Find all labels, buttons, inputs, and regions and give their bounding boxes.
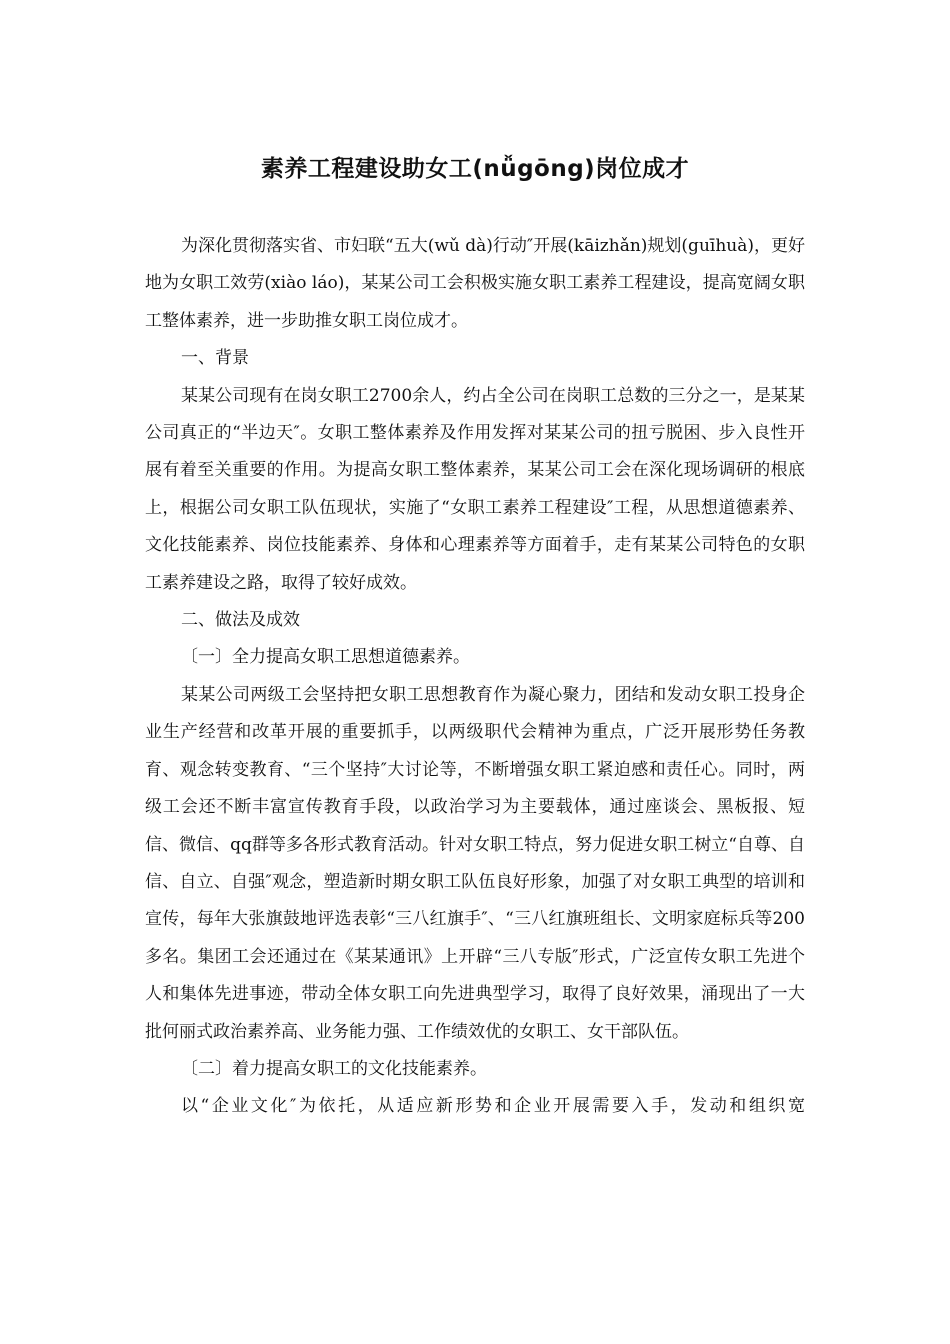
section-heading-methods: 二、做法及成效	[181, 610, 300, 631]
section-heading-background: 一、背景	[181, 348, 249, 369]
subsection-heading-2: 〔二〕着力提高女职工的文化技能素养。	[181, 1058, 487, 1079]
document-body	[145, 228, 805, 1126]
subsection-heading-1: 〔一〕全力提高女职工思想道德素养。	[181, 647, 470, 668]
document-title: 素养工程建设助女工(nǚgōng)岗位成才	[260, 156, 690, 182]
subsection-2-paragraph: 以“企业文化″为依托，从适应新形势和企业开展需要入手，发动和组织宽	[181, 1096, 805, 1117]
intro-paragraph: 为深化贯彻落实省、市妇联“五大(wǔ dà)行动″开展(kāizhǎn)规划(guīhuà)，更好地为女职工效劳(xiào láo)，某某公司工会积极实施女职工素养工程建设，提高宽阔女职工整体素养，进一步助推女职工岗位成才。	[145, 236, 805, 331]
subsection-1-paragraph: 某某公司两级工会坚持把女职工思想教育作为凝心聚力，团结和发动女职工投身企业生产经营和改革开展的重要抓手，以两级职代会精神为重点，广泛开展形势任务教育、观念转变教育、“三个坚持″大讨论等，不断增强女职工紧迫感和责任心。同时，两级工会还不断丰富宣传教育手段，以政治学习为主要载体，通过座谈会、黑板报、短信、微信、qq群等多各形式教育活动。针对女职工特点，努力促进女职工树立“自尊、自信、自立、自强″观念，塑造新时期女职工队伍良好形象，加强了对女职工典型的培训和宣传，每年大张旗鼓地评选表彰“三八红旗手″、“三八红旗班组长、文明家庭标兵等200多名。集团工会还通过在《某某通讯》上开辟“三八专版″形式，广泛宣传女职工先进个人和集体先进事迹，带动全体女职工向先进典型学习，取得了良好效果，涌现出了一大批何丽式政治素养高、业务能力强、工作绩效优的女职工、女干部队伍。	[145, 684, 805, 1042]
background-paragraph: 某某公司现有在岗女职工2700余人，约占全公司在岗职工总数的三分之一，是某某公司真正的“半边天″。女职工整体素养及作用发挥对某某公司的扭亏脱困、步入良性开展有着至关重要的作用。为提高女职工整体素养，某某公司工会在深化现场调研的根底上，根据公司女职工队伍现状，实施了“女职工素养工程建设″工程，从思想道德素养、文化技能素养、岗位技能素养、身体和心理素养等方面着手，走有某某公司特色的女职工素养建设之路，取得了较好成效。	[145, 385, 805, 593]
